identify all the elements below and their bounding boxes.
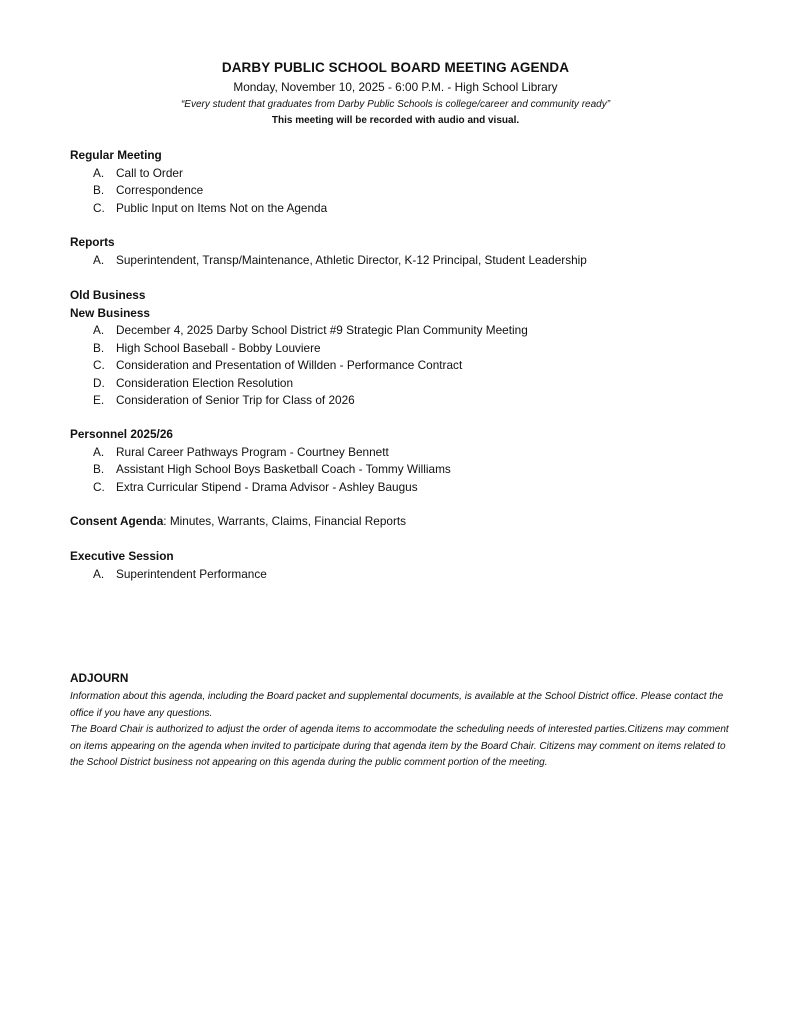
page-title: DARBY PUBLIC SCHOOL BOARD MEETING AGENDA (221, 60, 570, 75)
item-letter: B. (93, 462, 105, 476)
item-letter: B. (93, 340, 105, 355)
list-item (70, 322, 730, 340)
item-text: High School Baseball - Bobby Louviere (116, 340, 321, 355)
consent-agenda (70, 514, 406, 528)
item-letter: A. (93, 444, 105, 459)
list-item (70, 252, 730, 270)
item-letter: A. (93, 252, 105, 267)
item-text: Call to Order (116, 165, 183, 180)
item-text: Superintendent, Transp/Maintenance, Athletic Director, K-12 Principal, Student Leadership (116, 252, 587, 267)
board-chair-note: The Board Chair is authorized to adjust the order of agenda items to accommodate the scheduling needs of interested parties.Citizens may comment on items appearing on the agenda when invited to participate during that agenda item by the Board Chair. Citizens may comment on items related to the School District business not appearing on this agenda during the public comment portion of the meeting. (70, 724, 729, 768)
item-text: Assistant High School Boys Basketball Coach - Tommy Williams (116, 462, 451, 476)
item-text: Rural Career Pathways Program - Courtney Bennett (116, 444, 389, 459)
item-letter: D. (93, 375, 105, 390)
list-item (70, 165, 730, 183)
adjourn-heading: ADJOURN (70, 671, 129, 685)
item-text: December 4, 2025 Darby School District #9 Strategic Plan Community Meeting (116, 323, 528, 337)
agenda-info-note: Information about this agenda, including the Board packet and supplemental documents, is available at the School District office. Please contact the office if you have any questions. (70, 691, 724, 719)
meeting-date-location: Monday, November 10, 2025 - 6:00 P.M. - High School Library (233, 80, 558, 94)
item-letter: A. (93, 566, 105, 581)
reports-section (70, 234, 730, 269)
old-business-heading: Old Business (70, 288, 146, 302)
executive-session-heading: Executive Session (70, 549, 174, 563)
personnel-section (70, 426, 730, 496)
list-item (70, 461, 730, 479)
business-section (70, 287, 730, 410)
consent-agenda-text: : Minutes, Warrants, Claims, Financial Reports (163, 514, 407, 528)
list-item (70, 357, 730, 375)
regular-meeting-heading: Regular Meeting (70, 148, 162, 162)
item-text: Consideration and Presentation of Willden - Performance Contract (116, 358, 463, 372)
item-text: Consideration of Senior Trip for Class of 2026 (116, 393, 355, 407)
item-text: Public Input on Items Not on the Agenda (116, 200, 328, 215)
new-business-heading: New Business (70, 305, 150, 320)
regular-meeting-section (70, 147, 730, 217)
district-motto: “Every student that graduates from Darby Public Schools is college/career and community ready” (180, 99, 611, 110)
recording-notice: This meeting will be recorded with audio and visual. (271, 115, 520, 126)
executive-session-section (70, 548, 730, 583)
list-item (70, 375, 730, 393)
item-letter: B. (93, 183, 105, 197)
list-item (70, 479, 730, 497)
personnel-heading: Personnel 2025/26 (70, 427, 173, 441)
item-text: Correspondence (116, 183, 204, 197)
item-letter: A. (93, 323, 105, 337)
list-item (70, 444, 730, 462)
list-item (70, 340, 730, 358)
agenda-footnotes (70, 689, 730, 772)
item-letter: A. (93, 165, 105, 180)
item-text: Extra Curricular Stipend - Drama Advisor - Ashley Baugus (116, 479, 418, 494)
list-item (70, 566, 730, 584)
item-letter: C. (93, 479, 105, 494)
list-item (70, 392, 730, 410)
list-item (70, 182, 730, 200)
reports-heading: Reports (70, 235, 115, 249)
item-text: Superintendent Performance (116, 566, 267, 581)
item-text: Consideration Election Resolution (116, 375, 294, 390)
list-item (70, 200, 730, 218)
consent-agenda-label: Consent Agenda (70, 514, 164, 528)
item-letter: E. (93, 393, 105, 407)
item-letter: C. (93, 200, 105, 215)
item-letter: C. (93, 358, 105, 372)
